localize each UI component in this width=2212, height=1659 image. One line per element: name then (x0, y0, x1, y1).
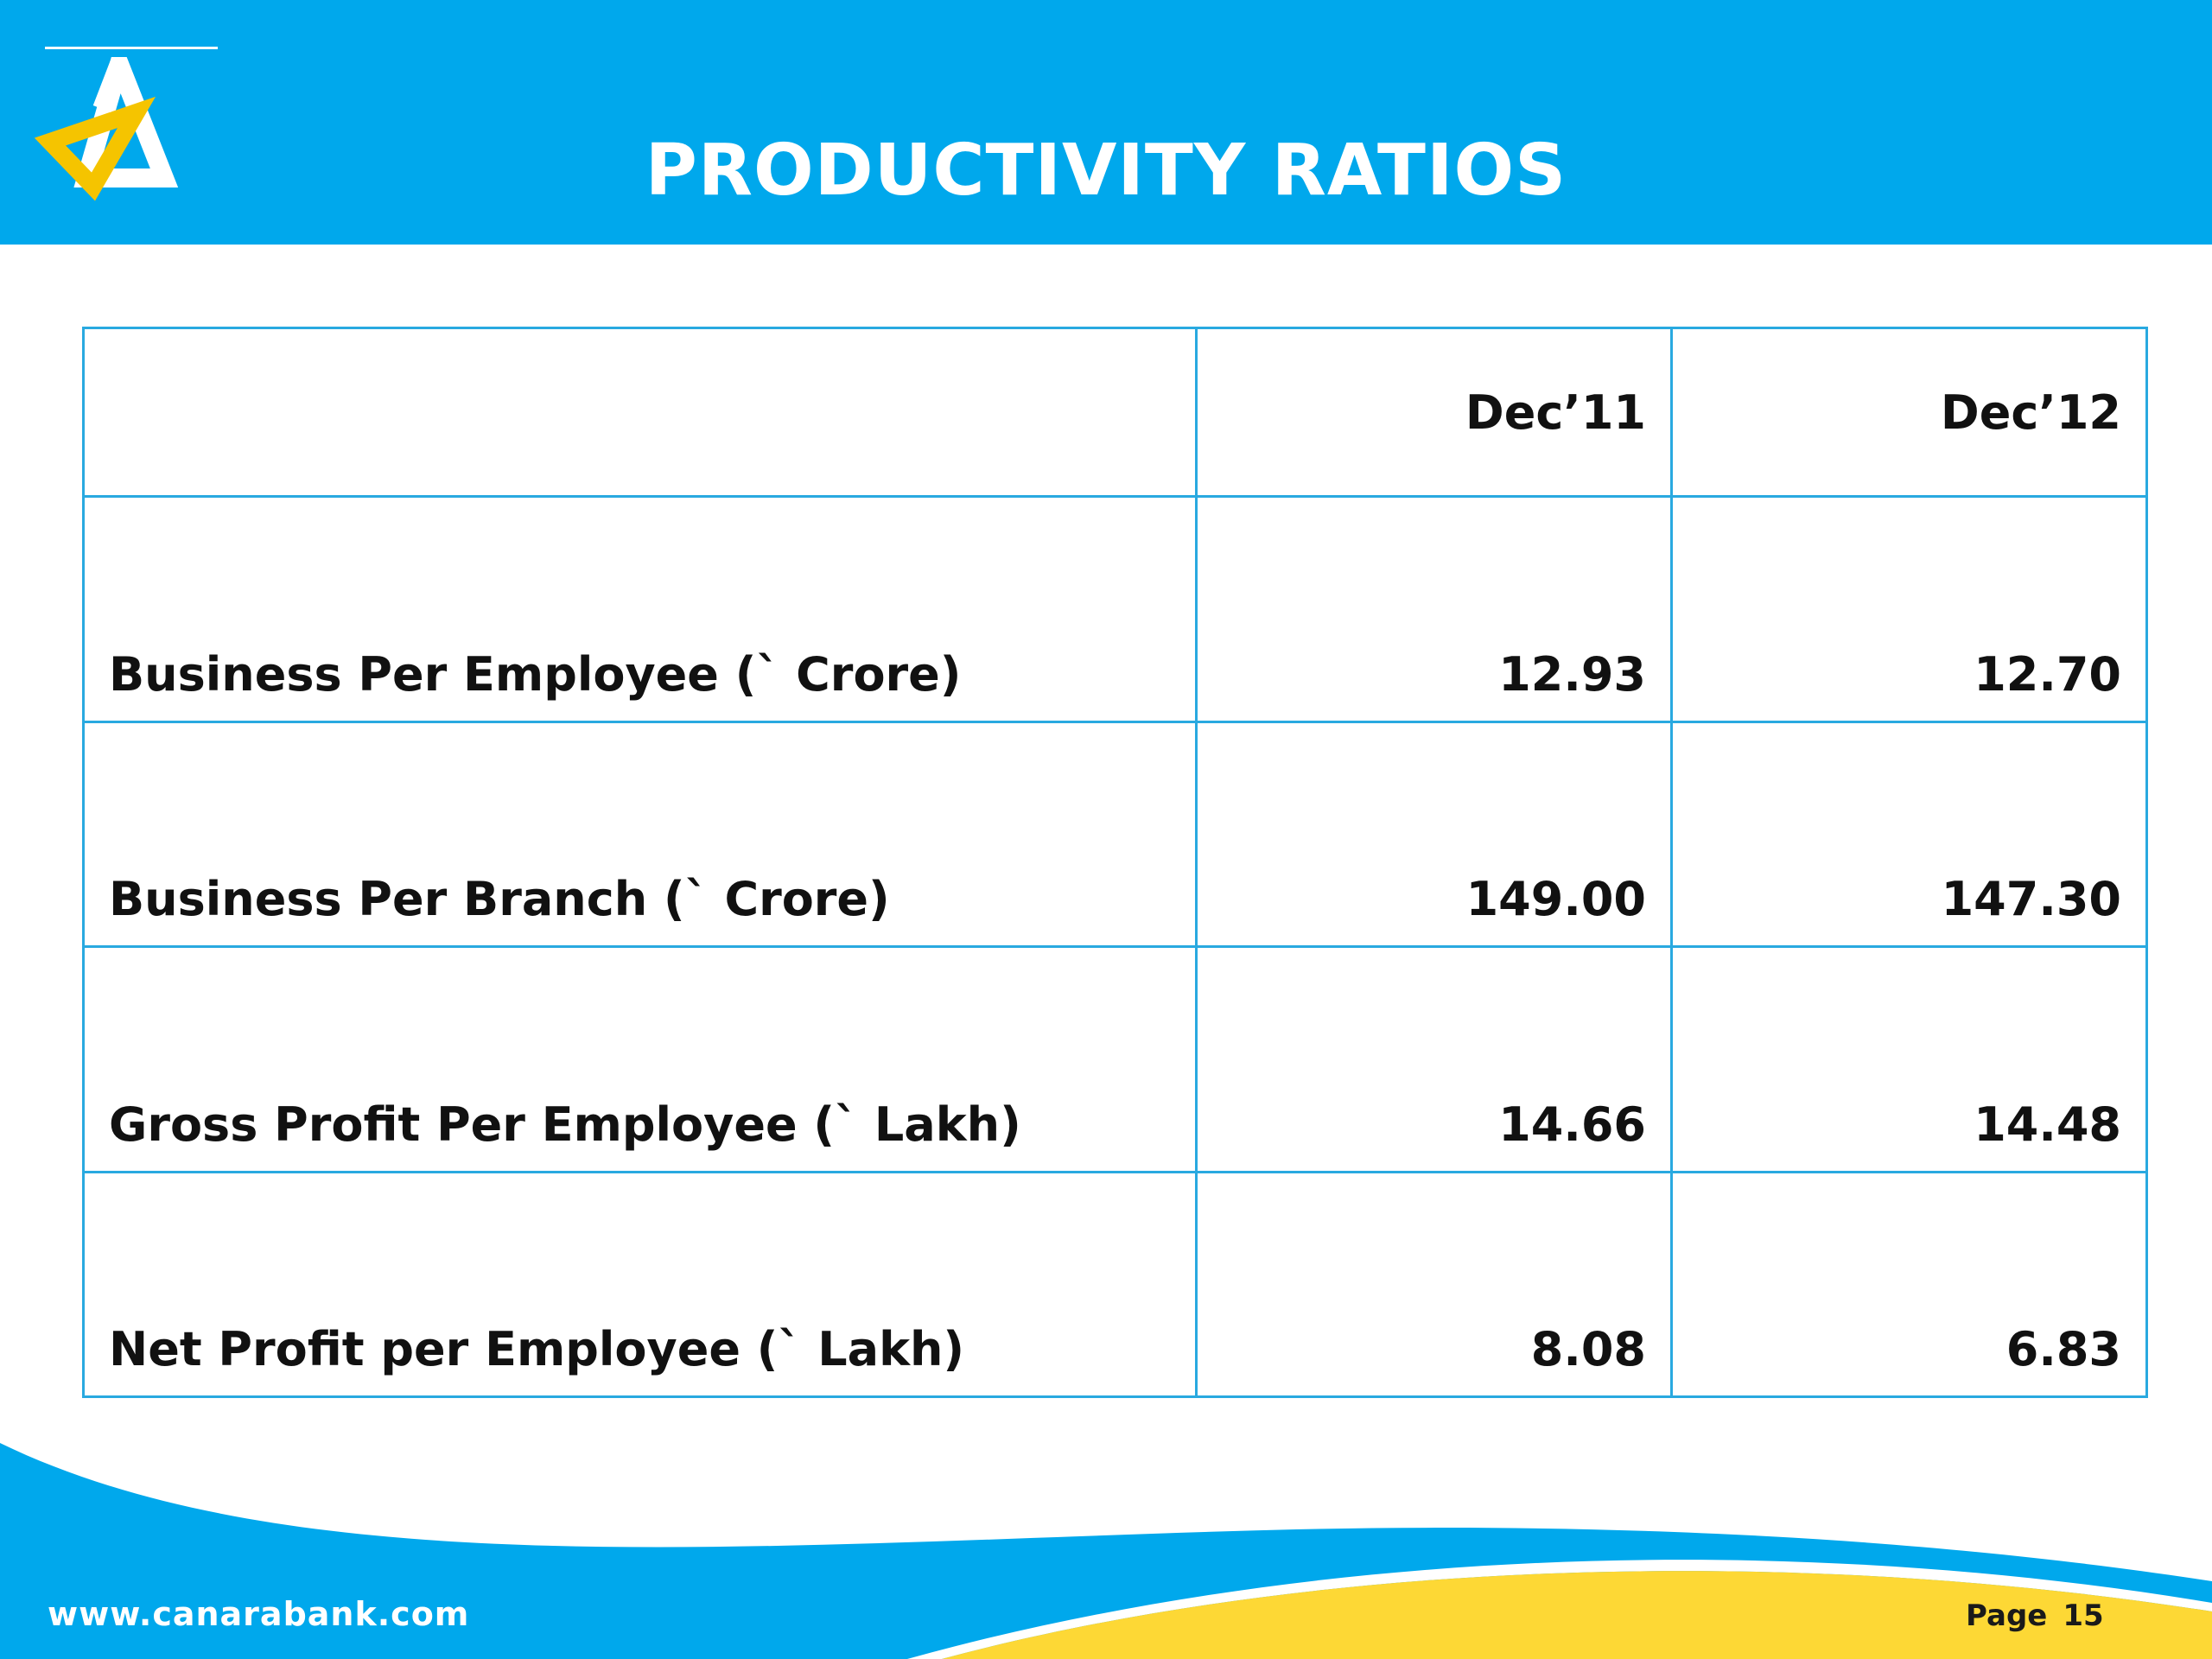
page-title: PRODUCTIVITY RATIOS (645, 130, 1567, 212)
page-label: Page (1966, 1599, 2048, 1633)
table-header-row (84, 328, 2147, 497)
value-dec12: 147.30 (1672, 721, 2147, 946)
logo-rule (45, 47, 218, 49)
table-row (84, 497, 2147, 721)
page-number-value: 15 (2063, 1599, 2104, 1633)
value-dec12: 12.70 (1672, 497, 2147, 721)
footer-website-link[interactable]: www.canarabank.com (48, 1595, 470, 1633)
row-label: Gross Profit Per Employee (` Lakh) (84, 947, 1197, 1172)
value-dec11: 14.66 (1197, 947, 1672, 1172)
header-cell-dec11: Dec’11 (1197, 328, 1672, 497)
value-dec12: 14.48 (1672, 947, 2147, 1172)
value-dec11: 12.93 (1197, 497, 1672, 721)
header-cell-label (84, 328, 1197, 497)
row-label: Net Profit per Employee (` Lakh) (84, 1172, 1197, 1396)
header-cell-dec12: Dec’12 (1672, 328, 2147, 497)
table-row (84, 1172, 2147, 1396)
table-row (84, 947, 2147, 1172)
value-dec11: 149.00 (1197, 721, 1672, 946)
productivity-table (82, 327, 2145, 1398)
table-row (84, 721, 2147, 946)
row-label: Business Per Branch (` Crore) (84, 721, 1197, 946)
row-label: Business Per Employee (` Crore) (84, 497, 1197, 721)
value-dec11: 8.08 (1197, 1172, 1672, 1396)
value-dec12: 6.83 (1672, 1172, 2147, 1396)
page-number (1966, 1599, 2120, 1633)
